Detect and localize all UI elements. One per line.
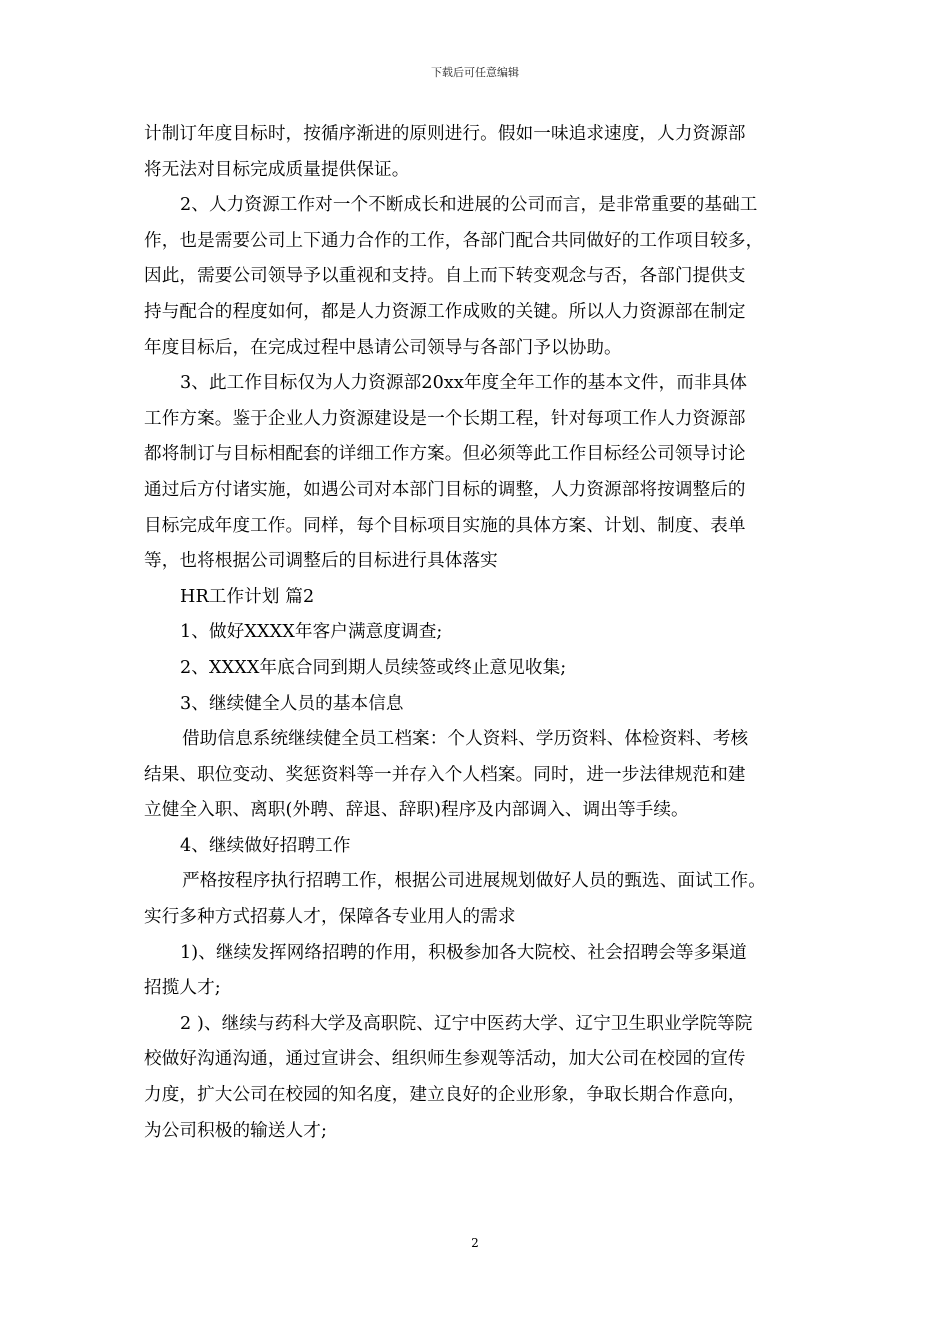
paragraph-line: 通过后方付诸实施，如遇公司对本部门目标的调整，人力资源部将按调整后的 xyxy=(144,479,746,500)
paragraph-line: 结果、职位变动、奖惩资料等一并存入个人档案。同时，进一步法律规范和建 xyxy=(144,764,746,785)
paragraph-line: 因此，需要公司领导予以重视和支持。自上而下转变观念与否，各部门提供支 xyxy=(144,266,746,287)
paragraph-line: 1)、继续发挥网络招聘的作用，积极参加各大院校、社会招聘会等多渠道 xyxy=(180,942,747,963)
paragraph-line: 严格按程序执行招聘工作，根据公司进展规划做好人员的甄选、面试工作。 xyxy=(182,871,766,892)
list-item: 3、继续健全人员的基本信息 xyxy=(180,693,404,714)
paragraph-line: 等，也将根据公司调整后的目标进行具体落实 xyxy=(144,551,498,572)
paragraph-line: 借助信息系统继续健全员工档案：个人资料、学历资料、体检资料、考核 xyxy=(182,729,749,750)
section-heading: HR工作计划 篇2 xyxy=(180,586,315,607)
paragraph-line: 2 )、继续与药科大学及高职院、辽宁中医药大学、辽宁卫生职业学院等院 xyxy=(180,1013,753,1034)
document-body xyxy=(144,124,808,1156)
paragraph-line: 校做好沟通沟通，通过宣讲会、组织师生参观等活动，加大公司在校园的宣传 xyxy=(144,1049,746,1070)
paragraph-line: 力度，扩大公司在校园的知名度，建立良好的企业形象，争取长期合作意向， xyxy=(144,1085,746,1106)
list-item: 4、继续做好招聘工作 xyxy=(180,835,351,856)
paragraph-line: 持与配合的程度如何，都是人力资源工作成败的关键。所以人力资源部在制定 xyxy=(144,301,746,322)
paragraph-line: 招揽人才; xyxy=(144,978,221,999)
paragraph-line: 都将制订与目标相配套的详细工作方案。但必须等此工作目标经公司领导讨论 xyxy=(144,444,746,465)
list-item: 2、XXXX年底合同到期人员续签或终止意见收集; xyxy=(180,657,567,678)
paragraph-line: 2、人力资源工作对一个不断成长和进展的公司而言，是非常重要的基础工 xyxy=(180,195,758,216)
page-header: 下载后可任意编辑 xyxy=(431,66,519,79)
page-number: 2 xyxy=(471,1236,479,1250)
paragraph-line: 实行多种方式招募人才，保障各专业用人的需求 xyxy=(144,907,516,928)
paragraph-line: 年度目标后，在完成过程中恳请公司领导与各部门予以协助。 xyxy=(144,337,622,358)
paragraph-line: 为公司积极的输送人才; xyxy=(144,1120,327,1141)
paragraph-line: 工作方案。鉴于企业人力资源建设是一个长期工程，针对每项工作人力资源部 xyxy=(144,408,746,429)
paragraph-line: 3、此工作目标仅为人力资源部20xx年度全年工作的基本文件，而非具体 xyxy=(180,373,748,394)
paragraph-line: 将无法对目标完成质量提供保证。 xyxy=(144,159,410,180)
paragraph-line: 作，也是需要公司上下通力合作的工作，各部门配合共同做好的工作项目较多， xyxy=(144,230,764,251)
paragraph-line: 计制订年度目标时，按循序渐进的原则进行。假如一味追求速度，人力资源部 xyxy=(144,124,746,144)
paragraph-line: 目标完成年度工作。同样，每个目标项目实施的具体方案、计划、制度、表单 xyxy=(144,515,746,536)
paragraph-line: 立健全入职、离职(外聘、辞退、辞职)程序及内部调入、调出等手续。 xyxy=(144,800,689,821)
list-item: 1、做好XXXX年客户满意度调查; xyxy=(180,622,443,643)
